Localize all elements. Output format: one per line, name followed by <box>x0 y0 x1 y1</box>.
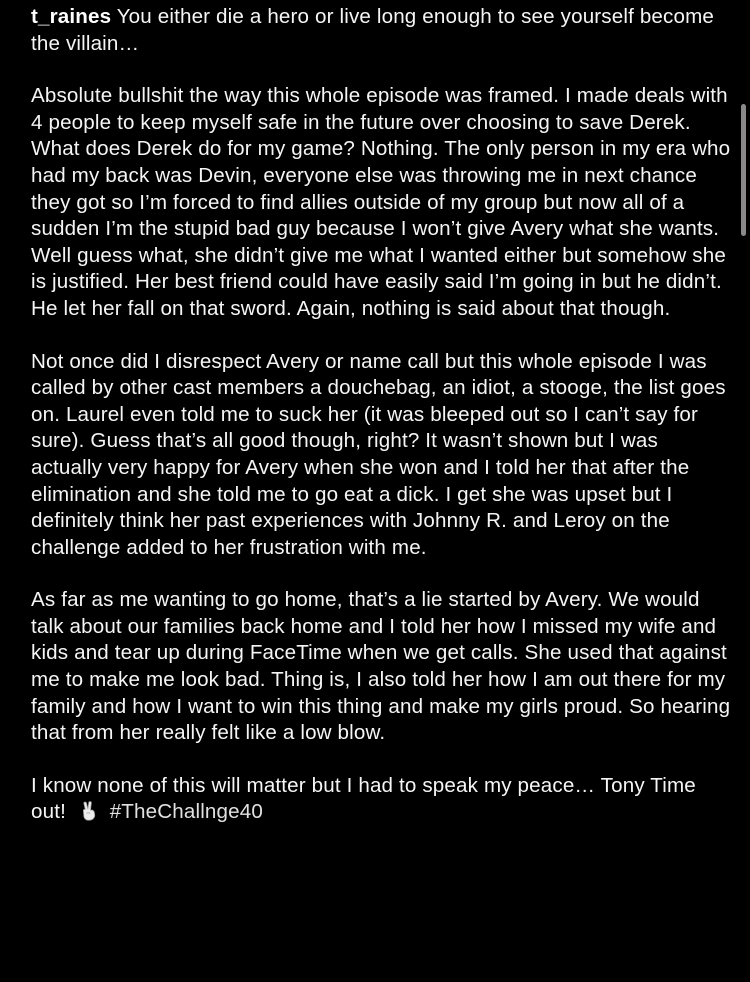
hashtag-link[interactable]: #TheChallnge40 <box>109 800 263 824</box>
intro-text: You either die a hero or live long enough to see yourself become the villain… <box>31 5 714 55</box>
closing-text: I know none of this will matter but I had to speak my peace… Tony Time out! <box>31 773 696 824</box>
post-caption <box>31 4 731 852</box>
caption-paragraph-2: Not once did I disrespect Avery or name call but this whole episode I was called by other cast members a douchebag, an idiot, a stooge, the list goes on. Laurel even told me to suck her (it was bleeped out so I can’t say for sure). Guess that’s all good though, right? It wasn’t shown but I was actually very happy for Avery when she won and I told her that after the elimination and she told me to go eat a dick. I get she was upset but I definitely think her past experiences with Johnny R. and Leroy on the challenge added to her frustration with me. <box>31 349 726 559</box>
caption-intro <box>31 4 731 57</box>
caption-closing <box>31 773 731 826</box>
victory-hand-icon <box>78 800 100 822</box>
scrollbar-thumb[interactable] <box>741 104 746 236</box>
caption-paragraph-3: As far as me wanting to go home, that’s a lie started by Avery. We would talk about our families back home and I told her how I missed my wife and kids and tear up during FaceTime when we get calls. She used that against me to make me look bad. Thing is, I also told her how I am out there for my family and how I want to win this thing and make my girls proud. So hearing that from her really felt like a low blow. <box>31 588 731 745</box>
username-link[interactable]: t_raines <box>31 5 112 28</box>
caption-paragraph-1: Absolute bullshit the way this whole episode was framed. I made deals with 4 people to keep myself safe in the future over choosing to save Derek. What does Derek do for my game? Nothing. The only person in my era who had my back was Devin, everyone else was throwing me in next chance they got so I’m forced to find allies outside of my group but now all of a sudden I’m the stupid bad guy because I won’t give Avery what she wants. Well guess what, she didn’t give me what I wanted either but somehow she is justified. Her best friend could have easily said I’m going in but he didn’t. He let her fall on that sword. Again, nothing is said about that though. <box>31 84 731 320</box>
